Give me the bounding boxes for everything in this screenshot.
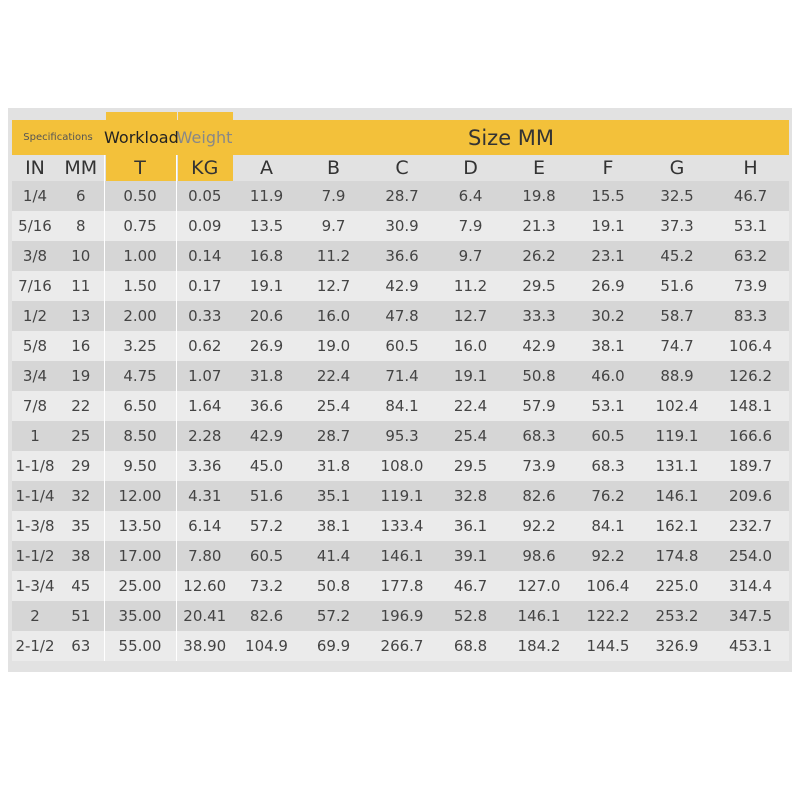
cell-in: 2-1/2	[15, 637, 55, 655]
cell-c: 30.9	[385, 217, 419, 235]
cell-mm: 51	[58, 601, 104, 631]
cell-d: 7.9	[458, 217, 483, 235]
cell-g: 37.3	[660, 217, 694, 235]
cell-d: 19.1	[453, 367, 488, 385]
cell-b: 28.7	[316, 427, 351, 445]
cell-g: 119.1	[655, 427, 699, 445]
cell-c: 266.7	[380, 637, 424, 655]
cell-h: 106.4	[729, 337, 772, 355]
table-row	[12, 331, 789, 361]
cell-h: 453.1	[729, 637, 772, 655]
cell-b: 19.0	[316, 337, 351, 355]
cell-a: 13.5	[249, 217, 284, 235]
cell-in: 3/8	[22, 247, 48, 265]
cell-a: 36.6	[249, 397, 284, 415]
cell-d: 25.4	[453, 427, 488, 445]
cell-t: 0.75	[104, 211, 176, 241]
cell-t: 55.00	[104, 631, 176, 661]
cell-in: 2	[30, 607, 40, 625]
cell-kg: 2.28	[188, 427, 222, 445]
cell-h: 314.4	[729, 577, 772, 595]
column-header-in: IN	[25, 157, 45, 179]
cell-t: 4.75	[104, 361, 176, 391]
cell-c: 177.8	[380, 577, 424, 595]
cell-g: 45.2	[660, 247, 694, 265]
cell-kg: 38.90	[183, 637, 227, 655]
cell-b: 69.9	[316, 637, 351, 655]
cell-h: 73.9	[733, 277, 768, 295]
table-row	[12, 451, 789, 481]
cell-kg: 0.33	[188, 307, 222, 325]
cell-g: 326.9	[655, 637, 699, 655]
cell-d: 22.4	[453, 397, 488, 415]
header-row-columns	[12, 155, 789, 181]
cell-d: 9.7	[458, 247, 483, 265]
cell-t: 1.50	[104, 271, 176, 301]
cell-d: 36.1	[453, 517, 488, 535]
cell-t: 1.00	[104, 241, 176, 271]
cell-a: 16.8	[249, 247, 284, 265]
cell-h: 232.7	[729, 517, 772, 535]
cell-t: 17.00	[104, 541, 176, 571]
cell-h: 254.0	[729, 547, 772, 565]
column-header-d: D	[463, 157, 478, 179]
cell-kg: 6.14	[188, 517, 222, 535]
cell-mm: 45	[58, 571, 104, 601]
cell-e: 21.3	[522, 217, 556, 235]
cell-c: 95.3	[385, 427, 419, 445]
cell-a: 31.8	[249, 367, 284, 385]
cell-f: 84.1	[591, 517, 625, 535]
cell-d: 29.5	[453, 457, 488, 475]
cell-b: 50.8	[316, 577, 351, 595]
cell-b: 25.4	[316, 397, 351, 415]
table-body	[12, 181, 789, 661]
cell-t: 6.50	[104, 391, 176, 421]
cell-kg: 7.80	[188, 547, 222, 565]
cell-mm: 16	[58, 331, 104, 361]
cell-mm: 35	[58, 511, 104, 541]
cell-f: 26.9	[591, 277, 625, 295]
cell-d: 32.8	[453, 487, 488, 505]
cell-t: 9.50	[104, 451, 176, 481]
cell-b: 38.1	[316, 517, 351, 535]
cell-c: 36.6	[385, 247, 419, 265]
weight-header: Weight	[176, 128, 233, 147]
cell-d: 52.8	[453, 607, 488, 625]
table-row	[12, 301, 789, 331]
cell-g: 146.1	[655, 487, 699, 505]
cell-g: 51.6	[660, 277, 694, 295]
cell-h: 347.5	[729, 607, 772, 625]
cell-t: 35.00	[104, 601, 176, 631]
cell-d: 46.7	[453, 577, 488, 595]
cell-h: 209.6	[729, 487, 772, 505]
cell-mm: 29	[58, 451, 104, 481]
cell-mm: 19	[58, 361, 104, 391]
cell-c: 47.8	[385, 307, 419, 325]
cell-in: 1-1/8	[15, 457, 55, 475]
cell-d: 12.7	[453, 307, 488, 325]
cell-e: 57.9	[522, 397, 556, 415]
cell-g: 58.7	[660, 307, 694, 325]
cell-e: 26.2	[522, 247, 556, 265]
cell-kg: 4.31	[188, 487, 222, 505]
cell-e: 19.8	[522, 187, 556, 205]
table-row	[12, 421, 789, 451]
cell-mm: 6	[58, 181, 104, 211]
cell-g: 131.1	[655, 457, 699, 475]
cell-mm: 8	[58, 211, 104, 241]
cell-f: 19.1	[591, 217, 625, 235]
cell-b: 57.2	[316, 607, 351, 625]
cell-d: 6.4	[458, 187, 483, 205]
cell-t: 8.50	[104, 421, 176, 451]
cell-in: 3/4	[22, 367, 48, 385]
cell-in: 1-3/4	[15, 577, 55, 595]
cell-f: 106.4	[586, 577, 630, 595]
cell-e: 42.9	[522, 337, 556, 355]
table-row	[12, 181, 789, 211]
cell-c: 146.1	[380, 547, 424, 565]
table-row	[12, 601, 789, 631]
cell-in: 1	[30, 427, 40, 445]
cell-f: 53.1	[591, 397, 625, 415]
cell-c: 42.9	[385, 277, 419, 295]
cell-in: 5/16	[18, 217, 52, 235]
cell-c: 119.1	[380, 487, 424, 505]
cell-t: 3.25	[104, 331, 176, 361]
table-row	[12, 391, 789, 421]
cell-mm: 11	[58, 271, 104, 301]
cell-h: 126.2	[729, 367, 772, 385]
cell-in: 1-3/8	[15, 517, 55, 535]
column-header-e: E	[533, 157, 546, 179]
cell-c: 108.0	[380, 457, 424, 475]
cell-f: 122.2	[586, 607, 630, 625]
cell-f: 30.2	[591, 307, 625, 325]
cell-f: 15.5	[591, 187, 625, 205]
cell-e: 82.6	[522, 487, 556, 505]
workload-header: Workload	[104, 128, 179, 147]
cell-in: 1/4	[22, 187, 48, 205]
cell-mm: 10	[58, 241, 104, 271]
cell-mm: 25	[58, 421, 104, 451]
cell-f: 23.1	[591, 247, 625, 265]
cell-kg: 0.62	[188, 337, 222, 355]
cell-b: 31.8	[316, 457, 351, 475]
cell-t: 12.00	[104, 481, 176, 511]
cell-g: 174.8	[655, 547, 699, 565]
table-row	[12, 361, 789, 391]
cell-h: 148.1	[729, 397, 772, 415]
cell-a: 19.1	[249, 277, 284, 295]
cell-b: 7.9	[321, 187, 346, 205]
cell-e: 29.5	[522, 277, 556, 295]
cell-c: 60.5	[385, 337, 419, 355]
table-row	[12, 511, 789, 541]
cell-e: 184.2	[517, 637, 561, 655]
cell-t: 2.00	[104, 301, 176, 331]
cell-in: 7/16	[18, 277, 52, 295]
cell-e: 127.0	[517, 577, 561, 595]
column-header-b: B	[326, 157, 341, 179]
cell-h: 83.3	[733, 307, 768, 325]
cell-kg: 0.17	[188, 277, 222, 295]
column-header-f: F	[602, 157, 614, 179]
cell-f: 144.5	[586, 637, 630, 655]
cell-g: 88.9	[660, 367, 694, 385]
column-header-mm: MM	[58, 155, 104, 181]
cell-d: 11.2	[453, 277, 488, 295]
cell-t: 0.50	[104, 181, 176, 211]
cell-g: 162.1	[655, 517, 699, 535]
column-header-kg: KG	[191, 157, 219, 179]
cell-e: 33.3	[522, 307, 556, 325]
cell-mm: 38	[58, 541, 104, 571]
cell-f: 60.5	[591, 427, 625, 445]
table-row	[12, 541, 789, 571]
cell-g: 225.0	[655, 577, 699, 595]
cell-mm: 13	[58, 301, 104, 331]
cell-in: 1-1/2	[15, 547, 55, 565]
cell-b: 9.7	[321, 217, 346, 235]
cell-b: 11.2	[316, 247, 351, 265]
cell-e: 73.9	[522, 457, 556, 475]
cell-t: 25.00	[104, 571, 176, 601]
cell-mm: 63	[58, 631, 104, 661]
cell-g: 253.2	[655, 607, 699, 625]
header-row-groups	[12, 120, 789, 155]
cell-e: 68.3	[522, 427, 556, 445]
cell-a: 51.6	[249, 487, 284, 505]
cell-c: 196.9	[380, 607, 424, 625]
table-row	[12, 211, 789, 241]
cell-c: 28.7	[385, 187, 419, 205]
cell-in: 1/2	[22, 307, 48, 325]
cell-b: 12.7	[316, 277, 351, 295]
cell-c: 133.4	[380, 517, 424, 535]
column-header-a: A	[260, 157, 274, 179]
cell-a: 20.6	[249, 307, 284, 325]
cell-d: 16.0	[453, 337, 488, 355]
spec-table	[12, 120, 789, 661]
cell-a: 73.2	[249, 577, 284, 595]
cell-kg: 3.36	[188, 457, 222, 475]
cell-f: 76.2	[591, 487, 625, 505]
cell-h: 46.7	[733, 187, 768, 205]
cell-g: 32.5	[660, 187, 694, 205]
cell-h: 189.7	[729, 457, 772, 475]
cell-kg: 0.14	[188, 247, 222, 265]
cell-a: 82.6	[249, 607, 284, 625]
cell-a: 45.0	[249, 457, 284, 475]
cell-kg: 20.41	[183, 607, 227, 625]
column-header-t: T	[104, 155, 176, 181]
cell-kg: 1.64	[188, 397, 222, 415]
cell-a: 104.9	[245, 637, 288, 655]
cell-g: 102.4	[655, 397, 699, 415]
cell-kg: 0.09	[188, 217, 222, 235]
cell-c: 71.4	[385, 367, 419, 385]
cell-h: 166.6	[729, 427, 772, 445]
table-row	[12, 271, 789, 301]
cell-e: 98.6	[522, 547, 556, 565]
cell-kg: 12.60	[183, 577, 227, 595]
cell-h: 63.2	[733, 247, 768, 265]
table-row	[12, 481, 789, 511]
cell-f: 46.0	[591, 367, 625, 385]
cell-e: 92.2	[522, 517, 556, 535]
cell-kg: 0.05	[188, 187, 222, 205]
cell-e: 50.8	[522, 367, 556, 385]
cell-d: 39.1	[453, 547, 488, 565]
cell-mm: 32	[58, 481, 104, 511]
table-row	[12, 571, 789, 601]
cell-g: 74.7	[660, 337, 694, 355]
cell-a: 11.9	[249, 187, 284, 205]
cell-e: 146.1	[517, 607, 561, 625]
cell-in: 1-1/4	[15, 487, 55, 505]
cell-a: 26.9	[249, 337, 284, 355]
cell-f: 68.3	[591, 457, 625, 475]
cell-b: 16.0	[316, 307, 351, 325]
cell-d: 68.8	[453, 637, 488, 655]
column-header-h: H	[743, 157, 758, 179]
cell-in: 7/8	[22, 397, 48, 415]
table-row	[12, 631, 789, 661]
cell-b: 22.4	[316, 367, 351, 385]
cell-kg: 1.07	[188, 367, 222, 385]
cell-a: 42.9	[249, 427, 284, 445]
cell-b: 41.4	[316, 547, 351, 565]
cell-f: 38.1	[591, 337, 625, 355]
cell-c: 84.1	[385, 397, 419, 415]
cell-mm: 22	[58, 391, 104, 421]
cell-t: 13.50	[104, 511, 176, 541]
table-row	[12, 241, 789, 271]
column-header-c: C	[395, 157, 409, 179]
cell-a: 57.2	[249, 517, 284, 535]
column-header-g: G	[669, 157, 685, 179]
specifications-header: Specifications	[23, 132, 93, 143]
cell-in: 5/8	[22, 337, 48, 355]
cell-b: 35.1	[316, 487, 351, 505]
cell-a: 60.5	[249, 547, 284, 565]
cell-f: 92.2	[591, 547, 625, 565]
size-mm-header: Size MM	[468, 125, 555, 150]
cell-h: 53.1	[733, 217, 768, 235]
